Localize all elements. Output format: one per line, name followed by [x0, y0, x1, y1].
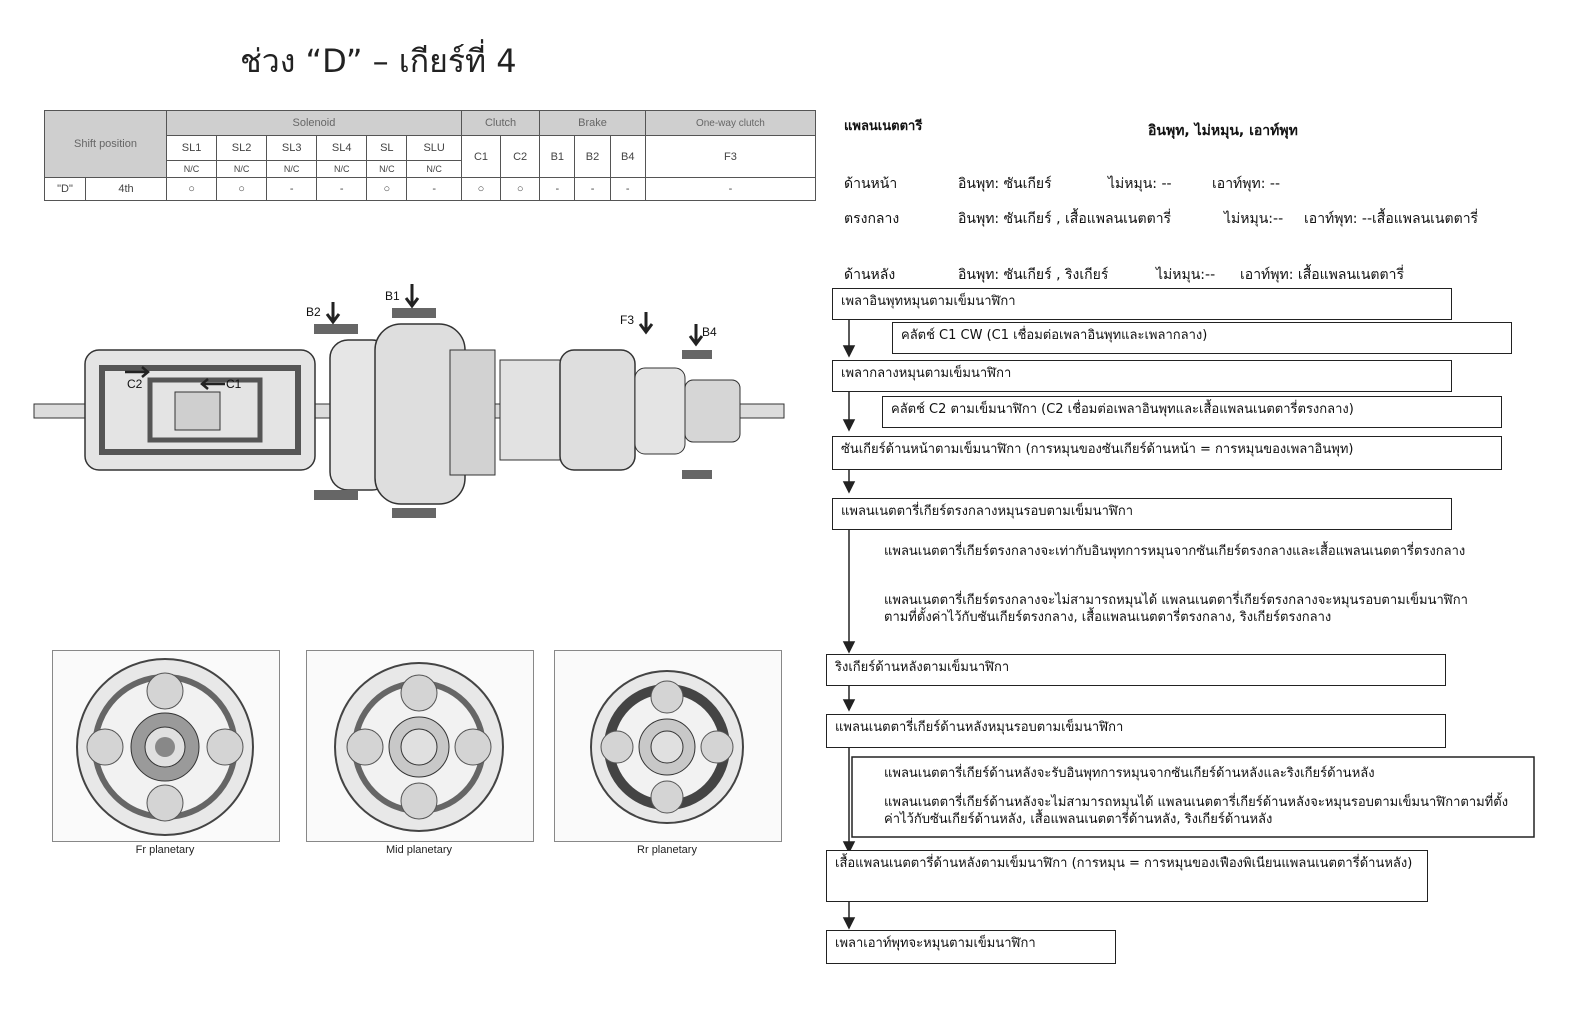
solenoid-col: SL2: [217, 136, 267, 161]
cell-value: ○: [367, 178, 407, 201]
cell-value: -: [317, 178, 367, 201]
planetary-row-input: อินพุท: ซันเกียร์ , ริงเกียร์: [958, 267, 1109, 283]
flow-step: เพลาเอาท์พุทจะหมุนตามเข็มนาฬิกา: [826, 930, 1116, 964]
header-brake: Brake: [540, 111, 646, 136]
solenoid-col: SL3: [267, 136, 317, 161]
flow-step: เพลากลางหมุนตามเข็มนาฬิกา: [832, 360, 1452, 392]
nc-label: N/C: [367, 161, 407, 178]
header-shift-position: Shift position: [45, 111, 167, 178]
flow-step: แพลนเนตตารี่เกียร์ตรงกลางหมุนรอบตามเข็มนาฬิกา: [832, 498, 1452, 530]
planetary-row-output: เอาท์พุท: --เสื้อแพลนเนตตารี่: [1304, 211, 1479, 227]
planetary-row-output: เอาท์พุท: --: [1212, 176, 1281, 192]
label-b2: B2: [306, 305, 321, 319]
planetary-row-label: ด้านหน้า: [844, 176, 898, 192]
planetary-row-label: ตรงกลาง: [844, 211, 900, 227]
cell-value: ○: [217, 178, 267, 201]
cell-value: -: [575, 178, 610, 201]
cell-value: -: [645, 178, 815, 201]
label-b1: B1: [385, 289, 400, 303]
flow-step: แพลนเนตตารี่เกียร์ด้านหลังหมุนรอบตามเข็มนาฬิกา: [826, 714, 1446, 748]
flow-step: ซันเกียร์ด้านหน้าตามเข็มนาฬิกา (การหมุนของซันเกียร์ด้านหน้า = การหมุนของเพลาอินพุท): [832, 436, 1502, 470]
oneway-col: F3: [645, 136, 815, 178]
row-range: "D": [45, 178, 86, 201]
cell-value: -: [267, 178, 317, 201]
cell-value: -: [540, 178, 575, 201]
planetary-row-input: อินพุท: ซันเกียร์: [958, 176, 1052, 192]
caption-mid-planetary: Mid planetary: [385, 844, 453, 856]
label-f3: F3: [620, 313, 635, 327]
label-c1: C1: [226, 377, 242, 391]
flow-step: เพลาอินพุทหมุนตามเข็มนาฬิกา: [832, 288, 1452, 320]
flow-note: แพลนเนตตารี่เกียร์ตรงกลางจะเท่ากับอินพุทการหมุนจากซันเกียร์ตรงกลางและเสื้อแพลนเนตตารี่ตรงกลาง: [884, 544, 1466, 559]
planetary-row-fixed: ไม่หมุน:--: [1156, 267, 1216, 283]
solenoid-col: SL1: [167, 136, 217, 161]
cell-value: ○: [461, 178, 500, 201]
planetary-row-fixed: ไม่หมุน: --: [1108, 176, 1172, 192]
planetary-row-output: เอาท์พุท: เสื้อแพลนเนตตารี่: [1240, 267, 1404, 283]
flow-note: แพลนเนตตารี่เกียร์ตรงกลางจะไม่สามารถหมุนได้ แพลนเนตตารี่เกียร์ตรงกลางจะหมุนรอบตามเข็มนาฬิกาตามที่ตั้งค่าไว้กับซันเกียร์ตรงกลาง, เสื้อแพลนเนตตารี่ตรงกลาง, ริงเกียร์ตรงกลาง: [884, 593, 1468, 625]
clutch-col: C2: [501, 136, 540, 178]
label-c2: C2: [127, 377, 143, 391]
nc-label: N/C: [267, 161, 317, 178]
header-solenoid: Solenoid: [167, 111, 462, 136]
page-title: ช่วง “D” – เกียร์ที่ 4: [240, 42, 517, 80]
clutch-col: C1: [461, 136, 500, 178]
flow-step: คลัตช์ C2 ตามเข็มนาฬิกา (C2 เชื่อมต่อเพลาอินพุทและเสื้อแพลนเนตตารี่ตรงกลาง): [882, 396, 1502, 428]
cell-value: ○: [501, 178, 540, 201]
header-clutch: Clutch: [461, 111, 539, 136]
planetary-row-label: ด้านหลัง: [844, 267, 896, 283]
solenoid-col: SL: [367, 136, 407, 161]
solenoid-col: SL4: [317, 136, 367, 161]
header-oneway-clutch: One-way clutch: [645, 111, 815, 136]
planetary-row-input: อินพุท: ซันเกียร์ , เสื้อแพลนเนตตารี่: [958, 211, 1172, 227]
brake-col: B2: [575, 136, 610, 178]
flow-note: แพลนเนตตารี่เกียร์ด้านหลังจะไม่สามารถหมุนได้ แพลนเนตตารี่เกียร์ด้านหลังจะหมุนรอบตามเข็มนาฬิกาตามที่ตั้งค่าไว้กับซันเกียร์ด้านหลัง, เสื้อแพลนเนตตารี่ด้านหลัง, ริงเกียร์ด้านหลัง: [884, 795, 1509, 827]
flow-note: แพลนเนตตารี่เกียร์ด้านหลังจะรับอินพุทการหมุนจากซันเกียร์ด้านหลังและริงเกียร์ด้านหลัง: [884, 766, 1375, 781]
brake-col: B4: [610, 136, 645, 178]
flow-step: คลัตช์ C1 CW (C1 เชื่อมต่อเพลาอินพุทและเพลากลาง): [892, 322, 1512, 354]
nc-label: N/C: [317, 161, 367, 178]
caption-rr-planetary: Rr planetary: [637, 844, 697, 856]
caption-fr-planetary: Fr planetary: [135, 844, 195, 856]
cell-value: -: [610, 178, 645, 201]
cell-value: -: [407, 178, 462, 201]
label-b4: B4: [702, 325, 717, 339]
nc-label: N/C: [167, 161, 217, 178]
planetary-header-value: อินพุท, ไม่หมุน, เอาท์พุท: [1148, 123, 1298, 139]
brake-col: B1: [540, 136, 575, 178]
planetary-header-label: แพลนเนตตารี: [844, 119, 923, 134]
flow-step: เสื้อแพลนเนตตารี่ด้านหลังตามเข็มนาฬิกา (การหมุน = การหมุนของเฟืองพิเนียนแพลนเนตตารี่ด้านหลัง): [826, 850, 1428, 902]
flow-step: ริงเกียร์ด้านหลังตามเข็มนาฬิกา: [826, 654, 1446, 686]
row-gear: 4th: [86, 178, 167, 201]
nc-label: N/C: [407, 161, 462, 178]
nc-label: N/C: [217, 161, 267, 178]
planetary-row-fixed: ไม่หมุน:--: [1224, 211, 1284, 227]
solenoid-col: SLU: [407, 136, 462, 161]
cell-value: ○: [167, 178, 217, 201]
